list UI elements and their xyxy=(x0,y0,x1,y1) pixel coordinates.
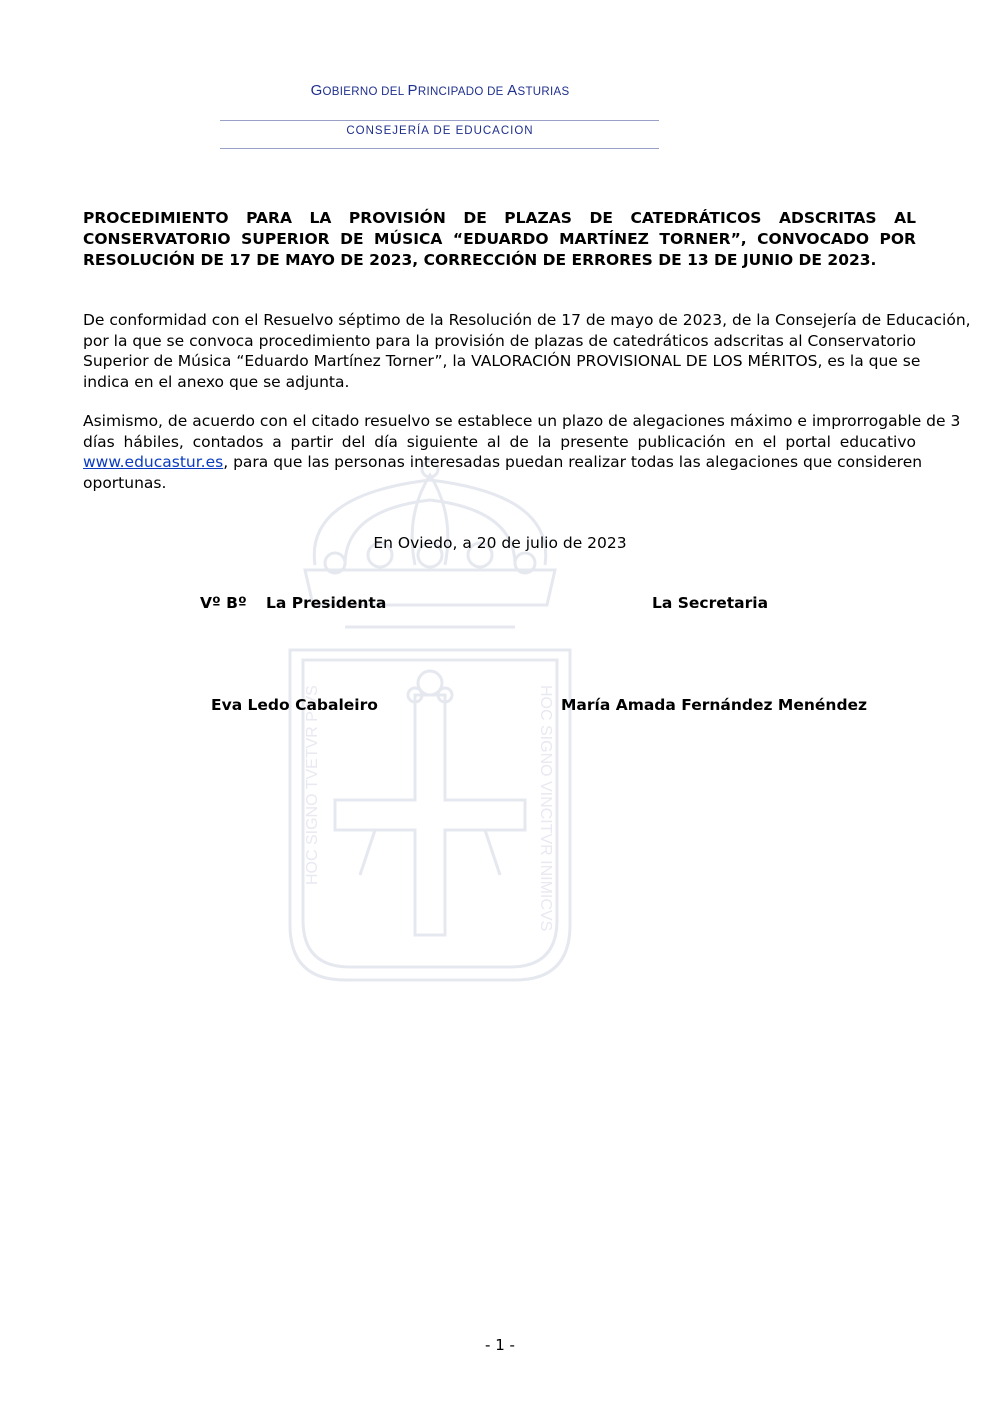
paragraph2-line-1: Asimismo, de acuerdo con el citado resuelvo se establece un plazo de alegaciones máximo e improrrogable de 3 xyxy=(83,412,961,430)
gov-rest-2: RINCIPADO DE xyxy=(417,86,508,98)
date-line: En Oviedo, a 20 de julio de 2023 xyxy=(373,534,627,552)
page-number: - 1 - xyxy=(485,1336,515,1354)
paragraph-resolution xyxy=(83,310,971,392)
secretaria-title: La Secretaria xyxy=(652,594,769,612)
paragraph1-line-1: De conformidad con el Resuelvo séptimo de la Resolución de 17 de mayo de 2023, de la Consejería de Educación, xyxy=(83,311,971,329)
title-line-3: RESOLUCIÓN DE 17 DE MAYO DE 2023, CORRECCIÓN DE ERRORES DE 13 DE JUNIO DE 2023. xyxy=(83,251,877,269)
paragraph1-line-2: por la que se convoca procedimiento para la provisión de plazas de catedráticos adscritas al Conservatorio xyxy=(83,331,916,350)
header-divider-bottom xyxy=(220,148,659,149)
secretaria-name: María Amada Fernández Menéndez xyxy=(561,696,868,714)
title-line-2: CONSERVATORIO SUPERIOR DE MÚSICA “EDUARDO MARTÍNEZ TORNER”, CONVOCADO POR xyxy=(83,230,916,248)
header-divider-top xyxy=(220,120,659,121)
government-header xyxy=(220,82,660,100)
paragraph-alegaciones xyxy=(83,411,961,493)
paragraph2-line-2: días hábiles, contados a partir del día siguiente al de la presente publicación en el portal educativo xyxy=(83,432,916,451)
presidenta-title: La Presidenta xyxy=(266,594,387,612)
title-line-1: PROCEDIMIENTO PARA LA PROVISIÓN DE PLAZAS DE CATEDRÁTICOS ADSCRITAS AL xyxy=(83,209,916,227)
gov-rest-3: STURIAS xyxy=(517,86,570,98)
gov-cap-3: A xyxy=(507,82,518,99)
gov-cap-1: G xyxy=(310,82,323,99)
consejeria-header: CONSEJERÍA DE EDUCACION xyxy=(346,125,534,137)
presidenta-name: Eva Ledo Cabaleiro xyxy=(211,696,378,714)
paragraph2-line-3 xyxy=(83,452,923,473)
paragraph2-line-4: oportunas. xyxy=(83,473,167,492)
document-title xyxy=(83,208,916,271)
gov-cap-2: P xyxy=(407,82,418,99)
paragraph1-line-4: indica en el anexo que se adjunta. xyxy=(83,372,350,391)
educastur-link[interactable]: www.educastur.es xyxy=(83,453,224,471)
gov-rest-1: OBIERNO DEL xyxy=(322,86,408,98)
paragraph1-line-3: Superior de Música “Eduardo Martínez Torner”, la VALORACIÓN PROVISIONAL DE LOS MÉRITOS, es la que se xyxy=(83,352,921,370)
watermark-motto-right: HOC SIGNO VINCITVR INIMICVS xyxy=(537,685,554,932)
watermark-motto-left: HOC SIGNO TVETVR PIVS xyxy=(304,685,321,885)
vobo-label: Vº Bº xyxy=(200,594,247,612)
paragraph2-line-3-rest: , para que las personas interesadas puedan realizar todas las alegaciones que consideren xyxy=(223,453,923,471)
